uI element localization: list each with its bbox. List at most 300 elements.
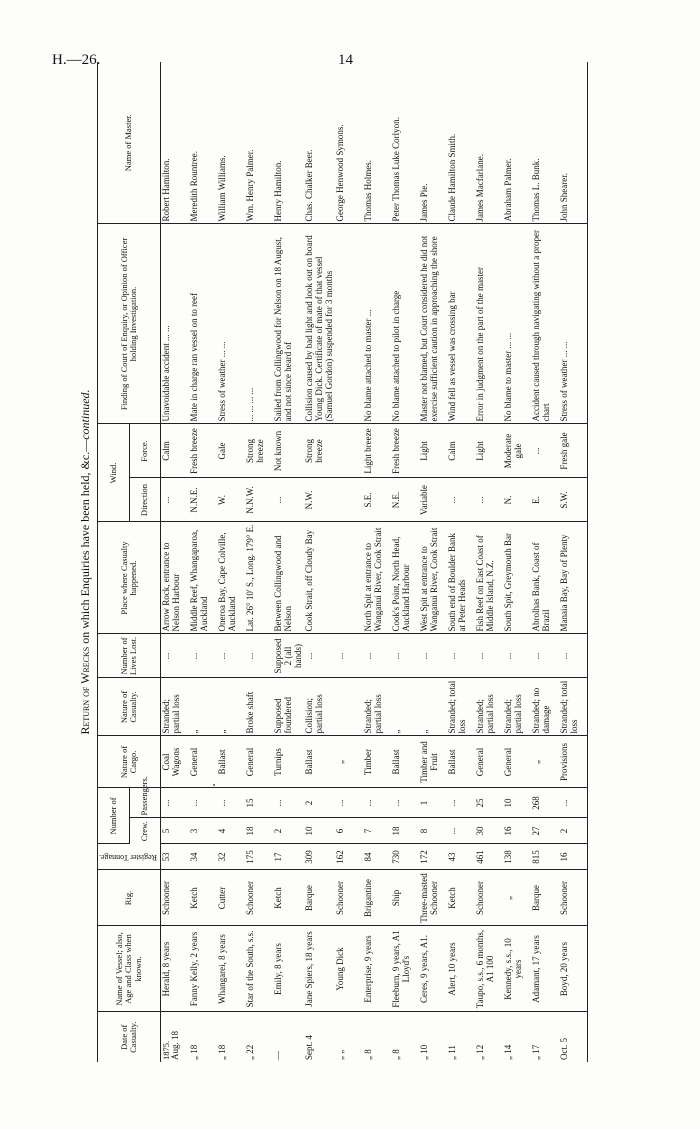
- cell-date: [245, 1012, 273, 1062]
- cell-casualty: [335, 678, 363, 736]
- cell-text: 84: [363, 852, 374, 862]
- cell-text: „ 18: [217, 1044, 228, 1060]
- cell-text: Boyd, 20 years: [559, 941, 570, 997]
- header-wind: Wind.: [98, 424, 130, 522]
- cell-text: ...: [559, 652, 570, 660]
- cell-text: 25: [475, 798, 486, 808]
- cell-finding: [391, 224, 419, 424]
- cell-lives: [559, 634, 588, 678]
- cell-date: [559, 1012, 588, 1062]
- cell-text: ...: [161, 799, 172, 807]
- cell-cargo: [273, 736, 304, 788]
- cell-place: [531, 522, 559, 634]
- cell-rig: [475, 870, 503, 926]
- cell-text: Strong breeze: [245, 438, 265, 463]
- cell-lives: [475, 634, 503, 678]
- cell-text: Ketch: [189, 887, 200, 909]
- cell-text: Sailed from Collingwood for Nelson on 18 August, and not since heard of: [273, 236, 293, 422]
- cell-lives: [363, 634, 391, 678]
- cell-text: 7: [363, 828, 374, 834]
- cell-lives: [189, 634, 217, 678]
- cell-text: 32: [217, 852, 228, 862]
- cell-text: „ 22: [245, 1044, 256, 1060]
- cell-text: Fanny Kelly, 2 years: [189, 931, 200, 1007]
- cell-place: [503, 522, 531, 634]
- cell-text: Meredith Rountree.: [189, 151, 200, 222]
- cell-direction: [503, 478, 531, 522]
- cell-master: [559, 62, 588, 224]
- cell-vessel: [217, 926, 245, 1012]
- cell-master: [447, 62, 475, 224]
- cell-master: [391, 62, 419, 224]
- cell-text: Stress of weather ... ...: [559, 341, 570, 422]
- cell-rig: [217, 870, 245, 926]
- cell-crew: [419, 818, 447, 844]
- cell-text: Collision caused by bad light and look out on board Young Dick. Certificate of mate of that vessel (Samuel Gordon) suspended for 3 months: [304, 235, 334, 422]
- cell-text: 16: [559, 852, 570, 862]
- cell-cargo: [503, 736, 531, 788]
- cell-text: 175: [245, 850, 256, 864]
- cell-finding: [559, 224, 588, 424]
- cell-master: [363, 62, 391, 224]
- table-row: [335, 62, 363, 1062]
- cell-text: Ballast: [304, 749, 315, 775]
- cell-text: Supposed foundered: [273, 697, 293, 734]
- cell-lives: [447, 634, 475, 678]
- cell-cargo: [304, 736, 335, 788]
- cell-rig: [335, 870, 363, 926]
- table-row: [475, 62, 503, 1062]
- cell-text: 16: [503, 826, 514, 836]
- cell-vessel: [161, 926, 190, 1012]
- cell-rig: [161, 870, 190, 926]
- cell-lives: [273, 634, 304, 678]
- cell-date: [363, 1012, 391, 1062]
- cell-text: James Macfarlane.: [475, 154, 486, 222]
- cell-text: 138: [503, 850, 514, 864]
- cell-text: —: [273, 1051, 284, 1060]
- cell-master: [217, 62, 245, 224]
- cell-text: Abrolhas Bank, Coast of Brazil: [531, 542, 552, 632]
- cell-text: Variable: [419, 485, 430, 515]
- cell-text: 15: [245, 798, 256, 808]
- cell-rig: [419, 870, 447, 926]
- cell-text: ...: [531, 652, 542, 660]
- cell-master: [503, 62, 531, 224]
- cell-cargo: [559, 736, 588, 788]
- cell-force: [304, 424, 335, 478]
- table-row: [217, 62, 245, 1062]
- cell-text: ...: [559, 799, 570, 807]
- cell-text: „ 14: [503, 1044, 514, 1060]
- cell-vessel: [559, 926, 588, 1012]
- cell-place: [304, 522, 335, 634]
- cell-text: ...: [363, 799, 374, 807]
- header-force: Force.: [129, 424, 161, 478]
- cell-crew: [161, 818, 190, 844]
- cell-text: „ 12: [475, 1044, 486, 1060]
- cell-text: ...: [217, 652, 228, 660]
- cell-rig: [189, 870, 217, 926]
- cell-text: 10: [503, 798, 514, 808]
- cell-lives: [217, 634, 245, 678]
- cell-direction: [217, 478, 245, 522]
- cell-direction: [161, 478, 190, 522]
- cell-text: Stranded; total loss: [559, 680, 580, 734]
- cell-passengers: [245, 788, 273, 818]
- cell-tonnage: [391, 844, 419, 870]
- cell-rig: [363, 870, 391, 926]
- cell-text: N.N.E.: [189, 487, 200, 513]
- cell-force: [419, 424, 447, 478]
- cell-date: [273, 1012, 304, 1062]
- cell-text: 172: [419, 850, 430, 864]
- cell-text: Middle Reef, Whangaparoa, Auckland: [189, 529, 209, 632]
- cell-finding: [161, 224, 190, 424]
- cell-passengers: [189, 788, 217, 818]
- cell-casualty: [559, 678, 588, 736]
- cell-force: [503, 424, 531, 478]
- cell-cargo: [447, 736, 475, 788]
- cell-casualty: [475, 678, 503, 736]
- cell-text: „: [189, 729, 200, 734]
- cell-text: 815: [531, 850, 542, 864]
- cell-crew: [245, 818, 273, 844]
- cell-casualty: [531, 678, 559, 736]
- cell-text: Stranded; total loss: [447, 680, 468, 734]
- cell-force: [189, 424, 217, 478]
- cell-text: 53: [161, 852, 172, 862]
- cell-text: ...: [447, 827, 458, 835]
- cell-passengers: [447, 788, 475, 818]
- cell-text: „: [503, 896, 514, 900]
- cell-text: 2: [273, 828, 284, 834]
- cell-lives: [503, 634, 531, 678]
- header-crew: Crew.: [129, 818, 161, 844]
- cell-cargo: [391, 736, 419, 788]
- cell-text: General: [503, 747, 514, 777]
- cell-text: Unavoidable accident ... ...: [161, 325, 172, 422]
- cell-casualty: [245, 678, 273, 736]
- cell-text: Light: [419, 441, 430, 461]
- cell-casualty: [419, 678, 447, 736]
- cell-casualty: [273, 678, 304, 736]
- cell-text: ...: [161, 496, 172, 504]
- cell-rig: [447, 870, 475, 926]
- cell-text: 268: [531, 796, 542, 810]
- cell-rig: [245, 870, 273, 926]
- header-tonnage: Register Tonnage.: [98, 844, 161, 870]
- cell-text: Alert, 10 years: [447, 942, 458, 996]
- cell-tonnage: [559, 844, 588, 870]
- cell-vessel: [335, 926, 363, 1012]
- cell-text: Supposed 2 (all hands): [273, 638, 303, 674]
- page-number: 14: [338, 52, 353, 68]
- cell-text: 8: [419, 828, 430, 834]
- cell-direction: [531, 478, 559, 522]
- cell-text: Master not blamed, but Court considered he did not exercise sufficient caution in approaching the shore: [419, 235, 440, 422]
- cell-text: 27: [531, 826, 542, 836]
- cell-direction: [559, 478, 588, 522]
- cell-master: [245, 62, 273, 224]
- cell-text: ...: [189, 799, 200, 807]
- cell-master: [304, 62, 335, 224]
- cell-rig: [531, 870, 559, 926]
- cell-text: Collision; partial loss: [304, 694, 324, 734]
- cell-place: [335, 522, 363, 634]
- cell-master: [419, 62, 447, 224]
- cell-text: Fish Reef on East Coast of Middle Island, N.Z.: [475, 535, 496, 632]
- cell-text: ...: [335, 652, 346, 660]
- cell-text: 5: [161, 828, 172, 834]
- cell-text: 730: [391, 850, 402, 864]
- cell-text: ...: [447, 799, 458, 807]
- cell-place: [217, 522, 245, 634]
- cell-text: No blame attached to pilot in charge: [391, 290, 402, 422]
- cell-text: Schooner: [245, 881, 256, 915]
- cell-finding: [217, 224, 245, 424]
- cell-text: Stranded; partial loss: [363, 694, 384, 734]
- cell-text: 461: [475, 850, 486, 864]
- cell-lives: [391, 634, 419, 678]
- table-row: [531, 62, 559, 1062]
- cell-text: Ketch: [273, 887, 284, 909]
- table-row: [245, 62, 273, 1062]
- cell-date: [531, 1012, 559, 1062]
- cell-tonnage: [475, 844, 503, 870]
- cell-place: [559, 522, 588, 634]
- cell-casualty: [161, 678, 190, 736]
- cell-cargo: [363, 736, 391, 788]
- table-row: [161, 62, 190, 1062]
- cell-text: Schooner: [475, 881, 486, 915]
- cell-place: [189, 522, 217, 634]
- cell-direction: [447, 478, 475, 522]
- cell-text: ...: [391, 799, 402, 807]
- cell-finding: [447, 224, 475, 424]
- cell-text: Schooner: [161, 881, 172, 915]
- cell-crew: [363, 818, 391, 844]
- cell-text: Ketch: [447, 887, 458, 909]
- cell-text: General: [475, 747, 486, 777]
- cell-date: [161, 1012, 190, 1062]
- cell-text: Error in judgment on the part of the master: [475, 267, 486, 422]
- cell-text: Timber and Fruit: [419, 741, 440, 783]
- cell-text: Fresh breeze: [189, 428, 200, 474]
- cell-place: [273, 522, 304, 634]
- cell-text: West Spit at entrance to Wanganui River, Cook Strait: [419, 527, 440, 632]
- cell-passengers: [161, 788, 190, 818]
- cell-casualty: [503, 678, 531, 736]
- cell-passengers: [304, 788, 335, 818]
- cell-text: 3: [189, 828, 200, 834]
- cell-text: South end of Boulder Bank at Peter Heads: [447, 533, 468, 632]
- cell-text: ...: [161, 652, 172, 660]
- table-row: [391, 62, 419, 1062]
- cell-place: [161, 522, 190, 634]
- cell-passengers: [363, 788, 391, 818]
- cell-text: Enterprise, 9 years: [363, 935, 374, 1003]
- cell-text: S.W.: [559, 491, 570, 509]
- cell-place: [419, 522, 447, 634]
- cell-text: „: [531, 760, 542, 764]
- rotated-table-region: [75, 62, 635, 1062]
- cell-force: [161, 424, 190, 478]
- cell-text: Stranded; partial loss: [475, 694, 496, 734]
- cell-cargo: [531, 736, 559, 788]
- cell-crew: [391, 818, 419, 844]
- cell-master: [273, 62, 304, 224]
- cell-text: Between Collingwood and Nelson: [273, 535, 293, 632]
- cell-date: [419, 1012, 447, 1062]
- cell-force: [217, 424, 245, 478]
- cell-finding: [335, 224, 363, 424]
- cell-crew: [335, 818, 363, 844]
- cell-crew: [503, 818, 531, 844]
- cell-lives: [304, 634, 335, 678]
- cell-text: ...: [447, 652, 458, 660]
- cell-text: Stranded; partial loss: [503, 694, 524, 734]
- cell-text: Ballast: [391, 749, 402, 775]
- cell-text: Chas. Chalker Beer.: [304, 149, 315, 222]
- header-vessel: Name of Vessel; also, Age and Class when known.: [98, 926, 161, 1012]
- cell-passengers: [531, 788, 559, 818]
- cell-text: 2: [559, 828, 570, 834]
- cell-lives: [419, 634, 447, 678]
- cell-date: [335, 1012, 363, 1062]
- cell-tonnage: [304, 844, 335, 870]
- table-row: [503, 62, 531, 1062]
- cell-passengers: [419, 788, 447, 818]
- cell-text: ...: [419, 652, 430, 660]
- cell-text: S.E.: [363, 492, 374, 508]
- cell-text: ...: [217, 799, 228, 807]
- cell-text: ...: [273, 496, 284, 504]
- cell-text: „ 10: [419, 1044, 430, 1060]
- cell-text: ...: [245, 652, 256, 660]
- header-number-of: Number of: [98, 788, 130, 844]
- cell-date: [447, 1012, 475, 1062]
- cell-text: 10: [304, 826, 315, 836]
- cell-text: Ballast: [217, 749, 228, 775]
- cell-text: Light: [475, 441, 486, 461]
- cell-crew: [447, 818, 475, 844]
- cell-direction: [245, 478, 273, 522]
- cell-crew: [531, 818, 559, 844]
- cell-text: „ „: [335, 1049, 346, 1060]
- cell-text: Aug. 18: [170, 1031, 181, 1060]
- table-row: [273, 62, 304, 1062]
- cell-finding: [363, 224, 391, 424]
- cell-passengers: [273, 788, 304, 818]
- cell-passengers: [391, 788, 419, 818]
- cell-crew: [304, 818, 335, 844]
- cell-text: No blame attached to master ...: [363, 309, 374, 422]
- cell-vessel: [447, 926, 475, 1012]
- cell-tonnage: [531, 844, 559, 870]
- cell-direction: [189, 478, 217, 522]
- cell-vessel: [189, 926, 217, 1012]
- cell-finding: [273, 224, 304, 424]
- cell-text: Brigantine: [363, 879, 374, 917]
- cell-force: [559, 424, 588, 478]
- cell-text: N.: [503, 495, 514, 505]
- cell-cargo: [475, 736, 503, 788]
- cell-tonnage: [161, 844, 190, 870]
- cell-text: Schooner: [335, 881, 346, 915]
- cell-cargo: [335, 736, 363, 788]
- cell-text: Manaia Bay, Bay of Plenty: [559, 534, 570, 632]
- cell-text: Ship: [391, 889, 402, 907]
- cell-force: [363, 424, 391, 478]
- cell-text: 30: [475, 826, 486, 836]
- cell-text: Thomas L. Bunk.: [531, 158, 542, 222]
- cell-text: Claude Hamilton Smith.: [447, 133, 458, 222]
- cell-master: [161, 62, 190, 224]
- cell-text: Wind fell as vessel was crossing bar: [447, 291, 458, 422]
- cell-text: Broke shaft: [245, 691, 256, 734]
- cell-text: James Pie.: [419, 183, 430, 222]
- cell-text: Peter Thomas Luke Corlyon.: [391, 117, 402, 222]
- cell-text: Coal Wagons: [161, 747, 181, 777]
- cell-text: „: [419, 729, 430, 734]
- cell-direction: [273, 478, 304, 522]
- cell-text: 309: [304, 850, 315, 864]
- cell-tonnage: [447, 844, 475, 870]
- cell-text: Calm: [447, 441, 458, 461]
- cell-text: 18: [245, 826, 256, 836]
- cell-casualty: [189, 678, 217, 736]
- cell-passengers: [335, 788, 363, 818]
- cell-text: Schooner: [559, 881, 570, 915]
- cell-master: [335, 62, 363, 224]
- cell-casualty: [217, 678, 245, 736]
- cell-text: Light breeze: [363, 428, 374, 474]
- table-row: [447, 62, 475, 1062]
- cell-text: Wm. Henry Palmer.: [245, 149, 256, 222]
- cell-text: Three-masted Schooner: [419, 873, 440, 923]
- cell-force: [245, 424, 273, 478]
- cell-passengers: [217, 788, 245, 818]
- table-row: [419, 62, 447, 1062]
- cell-text: „ 17: [531, 1044, 542, 1060]
- cell-passengers: [559, 788, 588, 818]
- cell-text: Cook's Point, North Head, Auckland Harbour: [391, 536, 412, 632]
- table-row: [559, 62, 588, 1062]
- cell-vessel: [304, 926, 335, 1012]
- cell-casualty: [363, 678, 391, 736]
- header-place: Place where Casualty happened.: [98, 522, 161, 634]
- cell-casualty: [391, 678, 419, 736]
- cell-text: Barque: [304, 885, 315, 911]
- cell-text: Mate in charge ran vessel on to reef: [189, 292, 200, 422]
- cell-text: Strong breeze: [304, 438, 324, 463]
- cell-text: Provisions: [559, 743, 570, 782]
- cell-text: Abraham Palmer.: [503, 158, 514, 222]
- cell-vessel: [391, 926, 419, 1012]
- cell-rig: [503, 870, 531, 926]
- cell-text: ... ... ... ...: [245, 387, 256, 422]
- cell-crew: [273, 818, 304, 844]
- cell-master: [189, 62, 217, 224]
- cell-tonnage: [335, 844, 363, 870]
- cell-text: Herald, 8 years: [161, 941, 172, 997]
- cell-text: Fresh breeze: [391, 428, 402, 474]
- cell-cargo: [245, 736, 273, 788]
- cell-text: Fleeburn, 9 years, A1 Lloyd's: [391, 930, 412, 1008]
- cell-text: Arrow Rock, entrance to Nelson Harbour: [161, 542, 181, 632]
- cell-text: George Henwood Symons.: [335, 124, 346, 222]
